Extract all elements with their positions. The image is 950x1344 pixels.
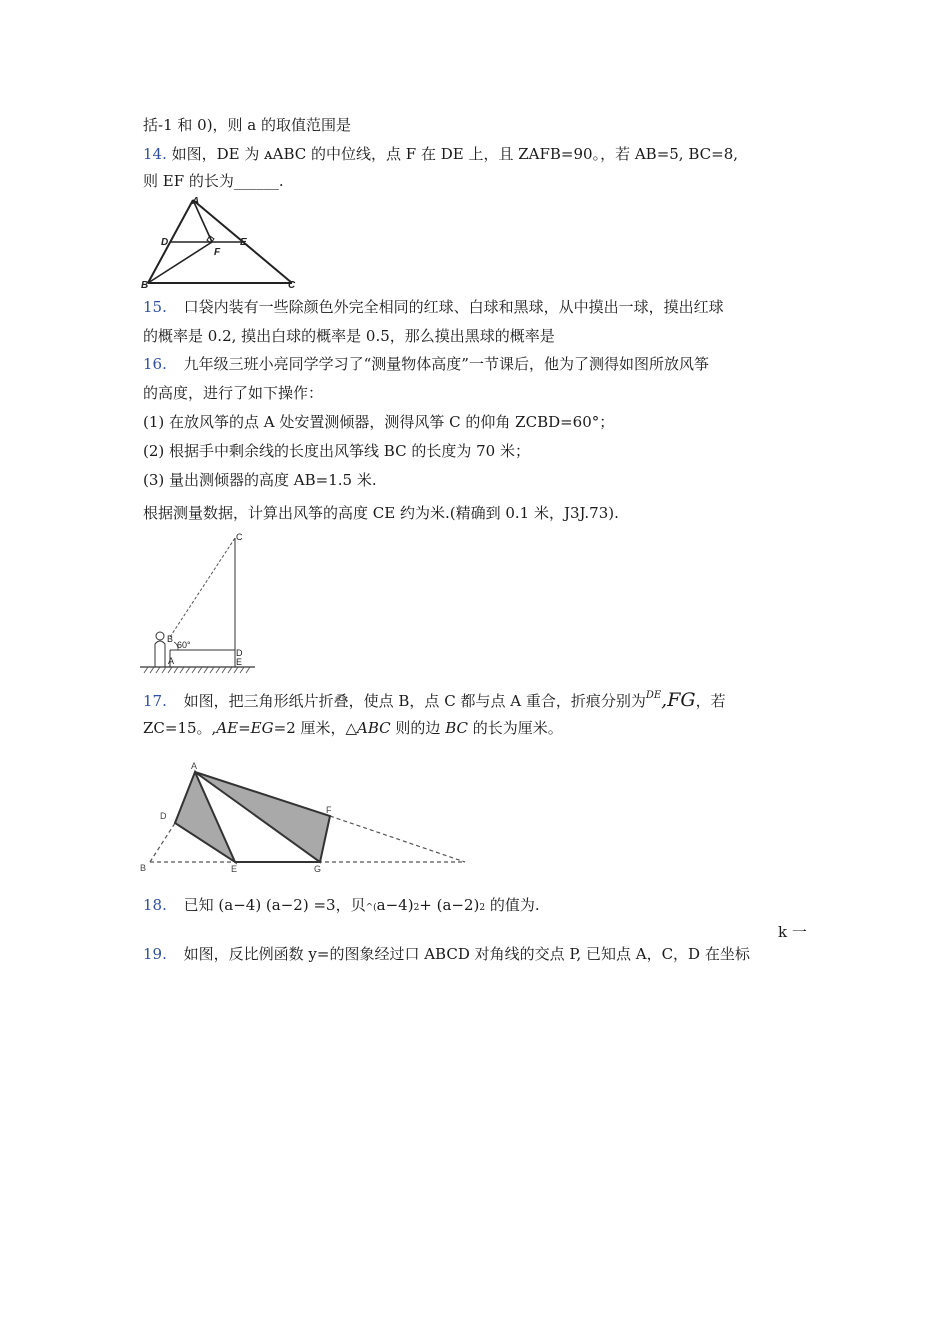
label-angle: 60° [177, 640, 191, 650]
question-text: 如图，DE 为 ᴀABC 的中位线，点 F 在 DE 上，且 ZAFB=90。，若 AB=5, BC=8, [171, 145, 739, 163]
label-B: B [140, 863, 147, 873]
k-fraction-fragment: k 一 [778, 923, 807, 941]
question-text: 已知 (a−4) (a−2) =3，贝 [183, 896, 366, 914]
question-number: 17. [143, 692, 167, 710]
label-F: F [214, 247, 221, 258]
question-14 [143, 144, 738, 164]
label-A: A [168, 656, 175, 666]
figure-14-triangle [140, 195, 300, 290]
question-17-line-2: ZC=15。,AE=EG=2 厘米，△ABC 则的边 BC 的长为厘米。 [143, 719, 563, 737]
question-number: 19. [143, 945, 167, 963]
label-C: C [236, 532, 243, 542]
question-16-line-2: 的高度，进行了如下操作： [143, 384, 324, 402]
label-D: D [161, 237, 169, 248]
figure-17-folded-triangle [135, 758, 470, 878]
question-16-step-3: (3) 量出测倾器的高度 AB=1.5 米. [143, 471, 377, 489]
label-D: D [160, 811, 167, 821]
label-D: D [236, 648, 243, 658]
question-19 [143, 944, 750, 964]
label-E: E [231, 864, 238, 874]
label-E: E [240, 237, 247, 248]
question-16-step-1: (1) 在放风筝的点 A 处安置测倾器，测得风筝 C 的仰角 ZCBD=60°； [143, 413, 615, 431]
label-F: F [326, 805, 332, 815]
label-E: E [236, 657, 243, 667]
question-16-step-2: (2) 根据手中剩余线的长度出风筝线 BC 的长度为 70 米； [143, 442, 530, 460]
question-16-line-3: 根据测量数据，计算出风筝的高度 CE 约为米.(精确到 0.1 米，J3J.73). [143, 504, 619, 522]
label-G: G [314, 864, 322, 874]
question-14-line-2: 则 EF 的长为______. [143, 172, 284, 190]
question-16 [143, 354, 709, 374]
question-18: 18. 已知 (a−4) (a−2) =3，贝^(a−4)2+ (a−2)2 的值为. [143, 896, 540, 914]
label-A: A [191, 761, 198, 771]
label-A: A [192, 196, 200, 207]
question-text: 口袋内装有一些除颜色外完全相同的红球、白球和黑球，从中摸出一球，摸出红球 [183, 298, 724, 316]
question-text: 如图，反比例函数 y=的图象经过口 ABCD 对角线的交点 P, 已知点 A，C，D 在坐标 [183, 945, 750, 963]
question-number: 14. [143, 145, 167, 163]
question-17: 17. 如图，把三角形纸片折叠，使点 B，点 C 都与点 A 重合，折痕分别为$^{DE}$,FG，若 [143, 689, 726, 711]
question-text: 九年级三班小亮同学学习了“测量物体高度”一节课后，他为了测得如图所放风筝 [183, 355, 709, 373]
question-text: 如图，把三角形纸片折叠，使点 B，点 C 都与点 A 重合，折痕分别为 [183, 692, 646, 710]
question-15 [143, 297, 724, 317]
label-C: C [288, 280, 296, 290]
label-B: B [167, 634, 174, 644]
question-15-line-2: 的概率是 0.2, 摸出白球的概率是 0.5，那么摸出黑球的概率是 [143, 327, 555, 345]
question-number: 18. [143, 896, 167, 914]
label-B: B [141, 280, 149, 290]
figure-16-kite [140, 530, 265, 675]
line-1: 括-1 和 0)，则 a 的取值范围是 [143, 116, 352, 134]
question-number: 15. [143, 298, 167, 316]
question-number: 16. [143, 355, 167, 373]
